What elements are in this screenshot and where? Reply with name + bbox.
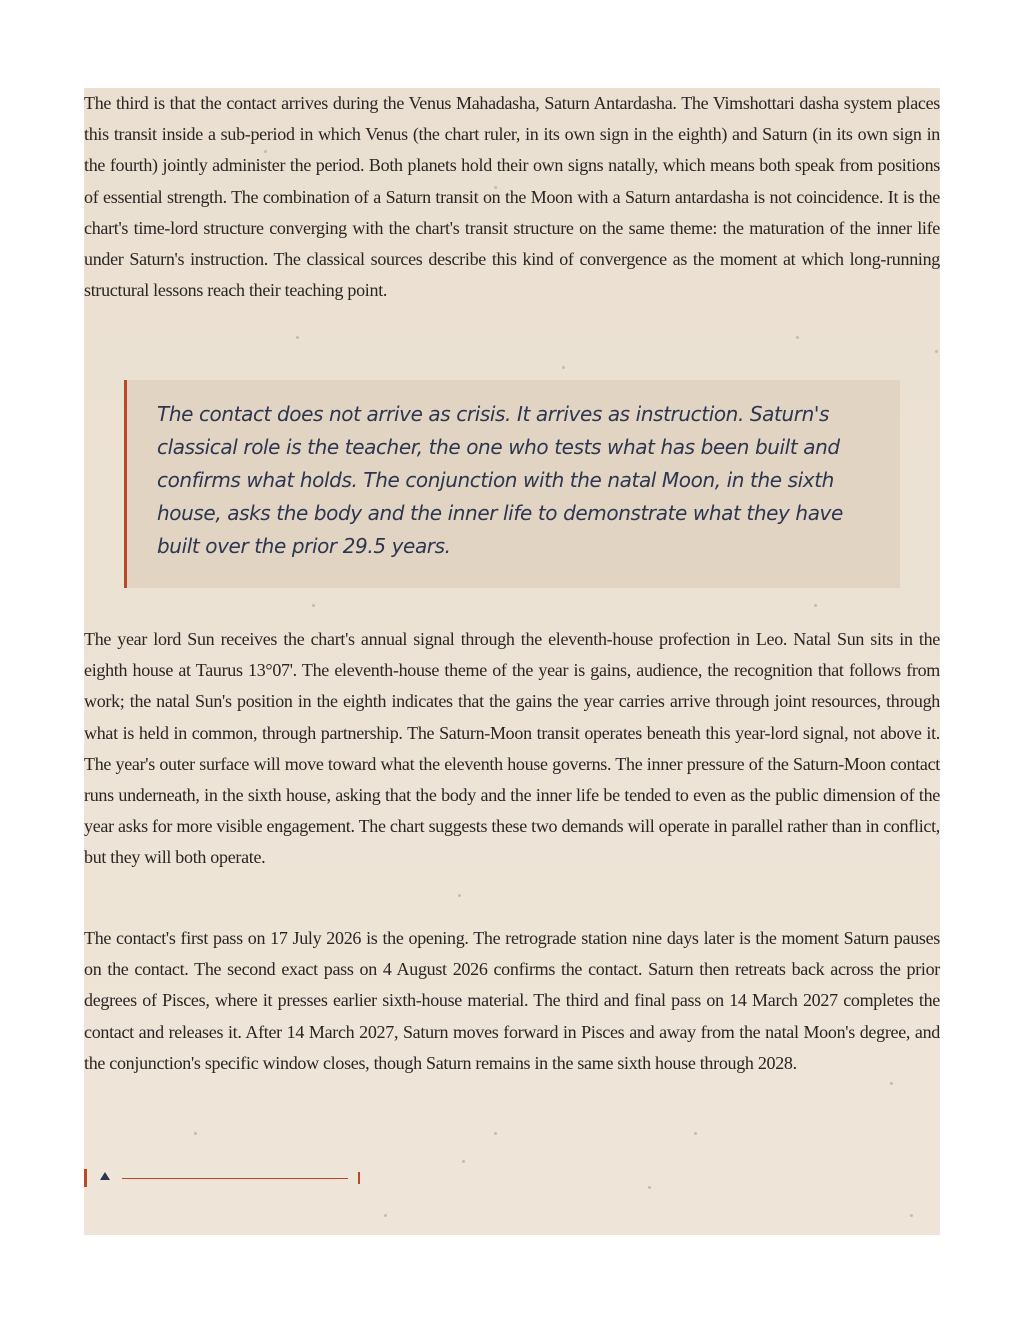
paper-speck [935,350,938,353]
section-end-marker [84,1167,384,1191]
paper-speck [648,1186,651,1189]
accent-bar [84,1169,87,1187]
paper-speck [814,604,817,607]
paper-speck [296,336,299,339]
document-page [84,88,940,1235]
paper-speck [384,1214,387,1217]
divider-tick [358,1172,360,1184]
paper-speck [890,1082,893,1085]
paper-speck [910,1214,913,1217]
paper-speck [194,1132,197,1135]
paper-speck [458,894,461,897]
paper-speck [462,1160,465,1163]
paper-speck [694,1132,697,1135]
pull-quote [124,380,900,588]
body-paragraph: The contact's first pass on 17 July 2026 is the opening. The retrograde station nine days later is the moment Saturn pauses on the contact. The second exact pass on 4 August 2026 confirms the contact. Saturn then retreats back across the prior degrees of Pisces, where it presses earlier sixth-house material. The third and final pass on 14 March 2027 completes the contact and releases it. After 14 March 2027, Saturn moves forward in Pisces and away from the natal Moon's degree, and the conjunction's specific window closes, though Saturn remains in the same sixth house through 2028. [84,928,940,1073]
body-paragraph: The year lord Sun receives the chart's annual signal through the eleventh-house profection in Leo. Natal Sun sits in the eighth house at Taurus 13°07'. The eleventh-house theme of the year is gains, audience, the recognition that follows from work; the natal Sun's position in the eighth indicates that the gains the year carries arrive through joint resources, through what is held in common, through partnership. The Saturn-Moon transit operates beneath this year-lord signal, not above it. The year's outer surface will move toward what the eleventh house governs. The inner pressure of the Saturn-Moon contact runs underneath, in the sixth house, asking that the body and the inner life be tended to even as the public dimension of the year asks for more visible engagement. The chart suggests these two demands will operate in parallel rather than in conflict, but they will both operate. [84,629,940,868]
paper-speck [312,604,315,607]
body-paragraph: The third is that the contact arrives during the Venus Mahadasha, Saturn Antardasha. The Vimshottari dasha system places this transit inside a sub-period in which Venus (the chart ruler, in its own sign in the eighth) and Saturn (in its own sign in the fourth) jointly administer the period. Both planets hold their own signs natally, which means both speak from positions of essential strength. The combination of a Saturn transit on the Moon with a Saturn antardasha is not coincidence. It is the chart's time-lord structure converging with the chart's transit structure on the same theme: the maturation of the inner life under Saturn's instruction. The classical sources describe this kind of convergence as the moment at which long-running structural lessons reach their teaching point. [84,93,940,301]
paper-speck [796,336,799,339]
paper-speck [562,366,565,369]
pull-quote-text: The contact does not arrive as crisis. It arrives as instruction. Saturn's classical role is the teacher, the one who tests what has been built and confirms what holds. The conjunction with the natal Moon, in the sixth house, asks the body and the inner life to demonstrate what they have built over the prior 29.5 years. [157,402,843,558]
triangle-up-icon [100,1172,110,1180]
paper-speck [494,1132,497,1135]
divider-line [122,1178,348,1179]
